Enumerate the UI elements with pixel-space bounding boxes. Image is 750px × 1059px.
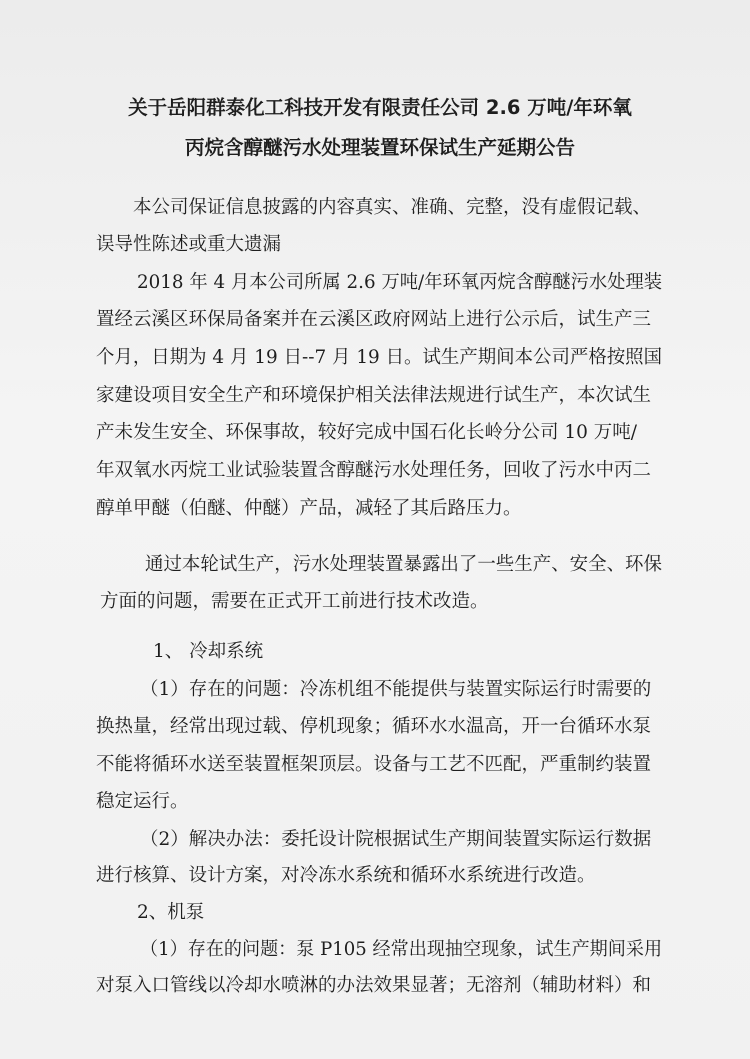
section-1-solution-line-2: 进行核算、设计方案，对冷冻水系统和循环水系统进行改造。 (96, 865, 596, 886)
section-1-solution-line-1: （2）解决办法：委托设计院根据试生产期间装置实际运行数据 (140, 829, 652, 850)
paragraph-1-line-4: 家建设项目安全生产和环境保护相关法律法规进行试生产，本次试生 (96, 385, 652, 406)
paragraph-1-line-5: 产未发生安全、环保事故，较好完成中国石化长岭分公司 10 万吨/ (96, 422, 638, 443)
statement-line-2: 误导性陈述或重大遗漏 (96, 234, 282, 255)
section-1-problem-line-4: 稳定运行。 (96, 791, 189, 812)
paragraph-1-line-6: 年双氧水丙烷工业试验装置含醇醚污水处理任务，回收了污水中丙二 (96, 460, 652, 481)
paragraph-2-line-1: 通过本轮试生产，污水处理装置暴露出了一些生产、安全、环保 (145, 554, 662, 575)
section-1-heading: 1、 冷却系统 (153, 641, 264, 662)
section-2-problem-line-2: 对泵入口管线以冷却水喷淋的办法效果显著；无溶剂（辅助材料）和 (96, 975, 652, 996)
paragraph-1-line-7: 醇单甲醚（伯醚、仲醚）产品，减轻了其后路压力。 (96, 498, 522, 519)
paragraph-2-line-2: 方面的问题，需要在正式开工前进行技术改造。 (100, 591, 489, 612)
section-1-problem-line-1: （1）存在的问题：冷冻机组不能提供与装置实际运行时需要的 (140, 679, 652, 700)
title-line-2: 丙烷含醇醚污水处理装置环保试生产延期公告 (184, 136, 575, 159)
document-title (60, 88, 700, 168)
statement-line-1: 本公司保证信息披露的内容真实、准确、完整，没有虚假记载、 (133, 197, 652, 218)
section-1-problem-line-2: 换热量，经常出现过载、停机现象；循环水水温高，开一台循环水泵 (96, 716, 652, 737)
section-2-heading: 2、机泵 (137, 902, 205, 923)
paragraph-1-line-2: 置经云溪区环保局备案并在云溪区政府网站上进行公示后，试生产三 (96, 309, 652, 330)
title-line-1: 关于岳阳群泰化工科技开发有限责任公司 2.6 万吨/年环氧 (128, 96, 632, 119)
section-2-problem-line-1: （1）存在的问题：泵 P105 经常出现抽空现象，试生产期间采用 (140, 939, 663, 960)
paragraph-1-line-3: 个月，日期为 4 月 19 日--7 月 19 日。试生产期间本公司严格按照国 (96, 347, 663, 368)
paragraph-1-line-1: 2018 年 4 月本公司所属 2.6 万吨/年环氧丙烷含醇醚污水处理装 (137, 272, 663, 293)
section-1-problem-line-3: 不能将循环水送至装置框架顶层。设备与工艺不匹配，严重制约装置 (96, 754, 652, 775)
